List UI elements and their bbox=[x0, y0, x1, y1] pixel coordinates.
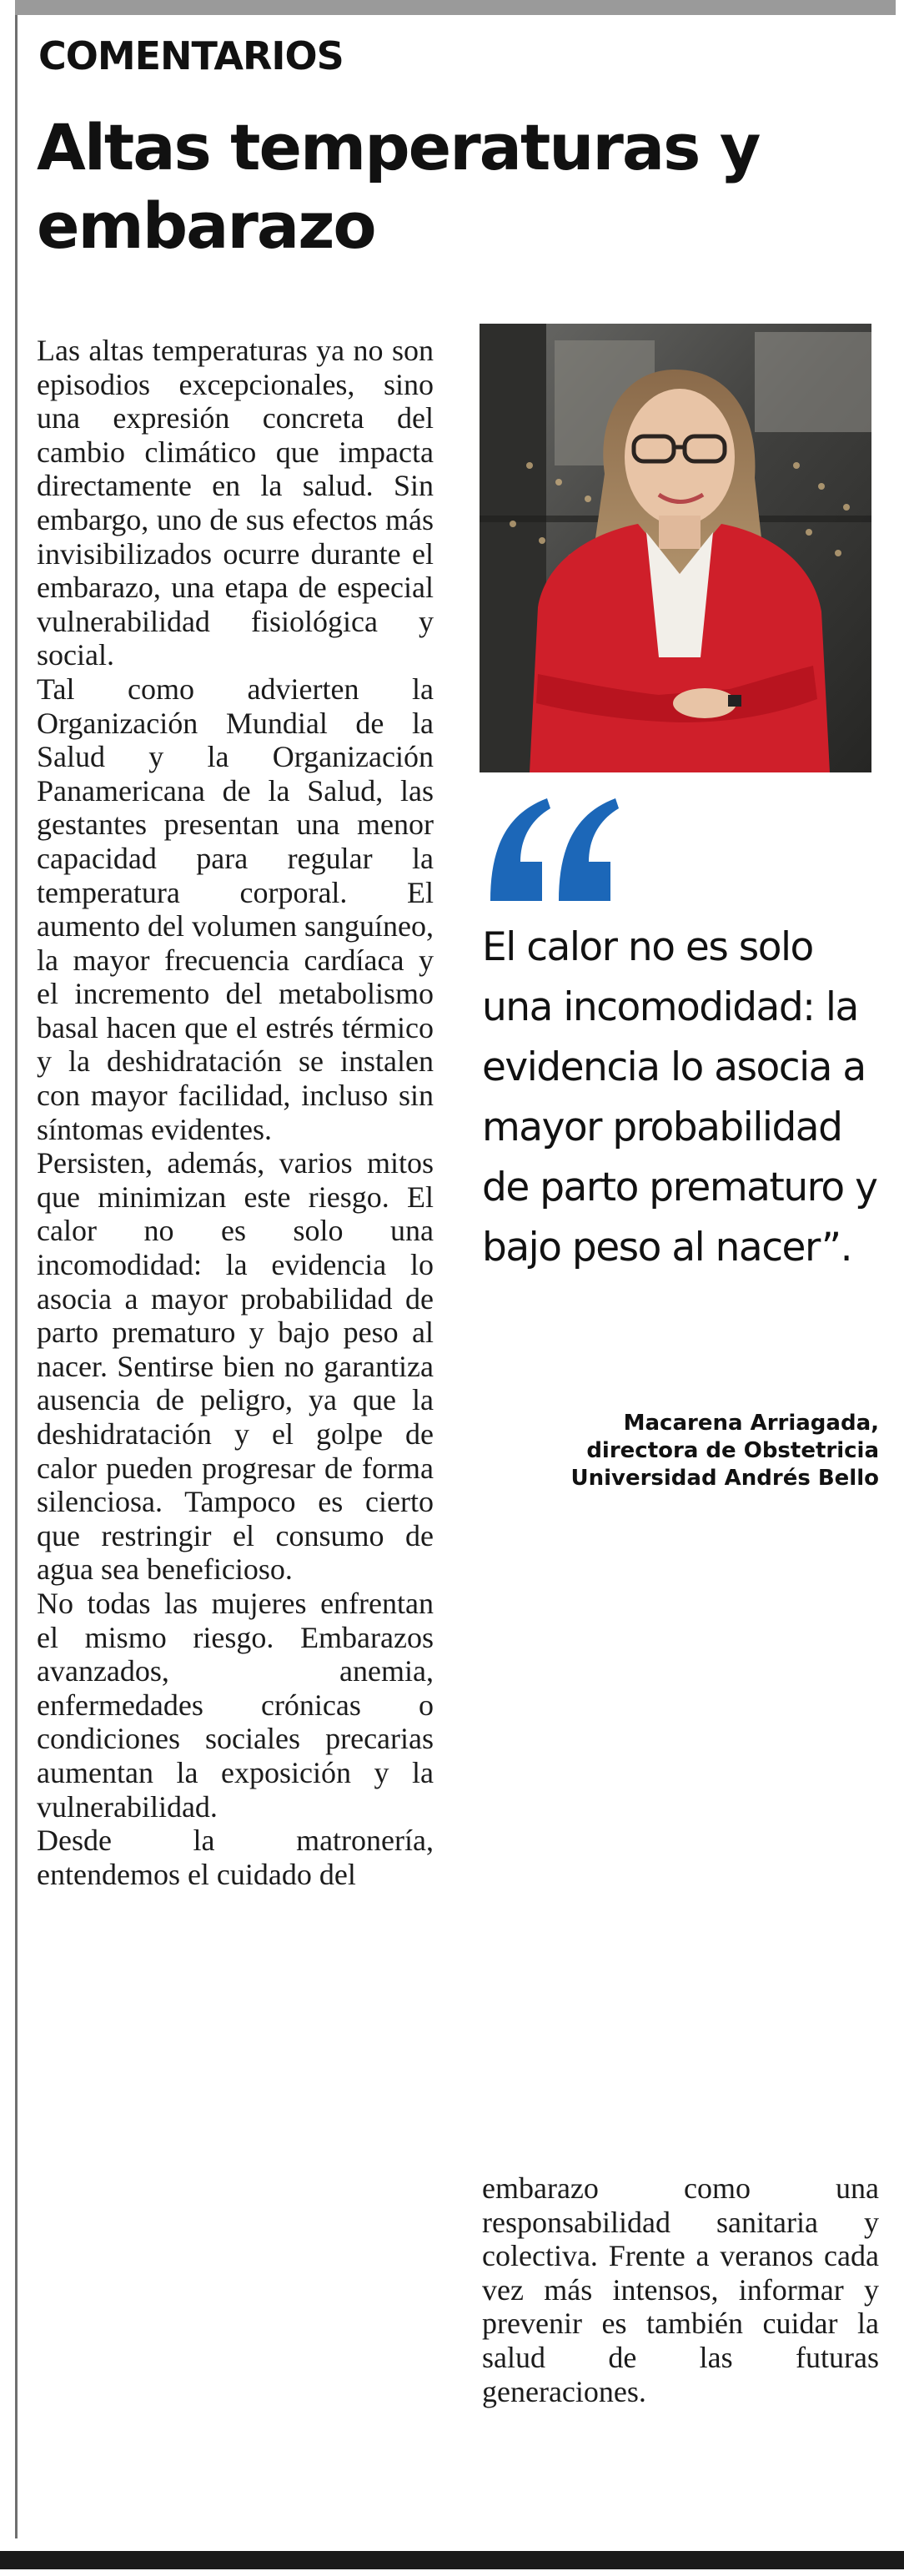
quote-mark-icon bbox=[482, 797, 624, 918]
top-rule bbox=[15, 0, 896, 15]
left-column-rule bbox=[15, 15, 18, 2538]
body-paragraph: Persisten, además, varios mitos que minimizan este riesgo. El calor no es solo una incomodidad: la evidencia lo asocia a mayor probabilidad de parto prematuro y bajo peso al nacer. Sentirse bien no garantiza ausencia de peligro, ya que la deshidratación y el golpe de calor pueden progresar de forma silenciosa. Tampoco es cierto que restringir el consumo de agua sea beneficioso. bbox=[37, 1146, 434, 1587]
article-body-left bbox=[37, 334, 434, 1891]
bottom-rule bbox=[0, 2551, 904, 2569]
quote-attribution bbox=[570, 1410, 879, 1492]
body-paragraph: Las altas temperaturas ya no son episodios excepcionales, sino una expresión concreta del cambio climático que impacta directamente en la salud. Sin embargo, uno de sus efectos más invisibilizados ocurre durante el embarazo, una etapa de especial vulnerabilidad fisiológica y social. bbox=[37, 334, 434, 672]
quote-author: Macarena Arriagada, bbox=[623, 1411, 879, 1436]
body-paragraph: Desde la matronería, entendemos el cuidado del bbox=[37, 1824, 434, 1891]
body-paragraph: Tal como advierten la Organización Mundial de la Salud y la Organización Panamericana de la Salud, las gestantes presentan una menor capacidad para regular la temperatura corporal. El aumento del volumen sanguíneo, la mayor frecuencia cardíaca y el incremento del metabolismo basal hacen que el estrés térmico y la deshidratación se instalen con mayor facilidad, incluso sin síntomas evidentes. bbox=[37, 672, 434, 1146]
quote-author-role: directora de Obstetricia bbox=[586, 1438, 879, 1463]
article-body-right bbox=[482, 2171, 879, 2408]
article-headline: Altas temperaturas y embarazo bbox=[37, 110, 760, 263]
section-label: COMENTARIOS bbox=[38, 33, 344, 78]
pull-quote: El calor no es solo una incomodidad: la evidencia lo asocia a mayor probabilidad de parto prematuro y bajo peso al nacer”. bbox=[482, 924, 877, 1270]
body-paragraph: No todas las mujeres enfrentan el mismo riesgo. Embarazos avanzados, anemia, enfermedades crónicas o condiciones sociales precarias aumentan la exposición y la vulnerabilidad. bbox=[37, 1586, 434, 1824]
body-paragraph: embarazo como una responsabilidad sanitaria y colectiva. Frente a veranos cada vez más intensos, informar y prevenir es también cuidar la salud de las futuras generaciones. bbox=[482, 2171, 879, 2408]
author-photo bbox=[480, 324, 871, 772]
quote-author-institution: Universidad Andrés Bello bbox=[570, 1466, 879, 1491]
